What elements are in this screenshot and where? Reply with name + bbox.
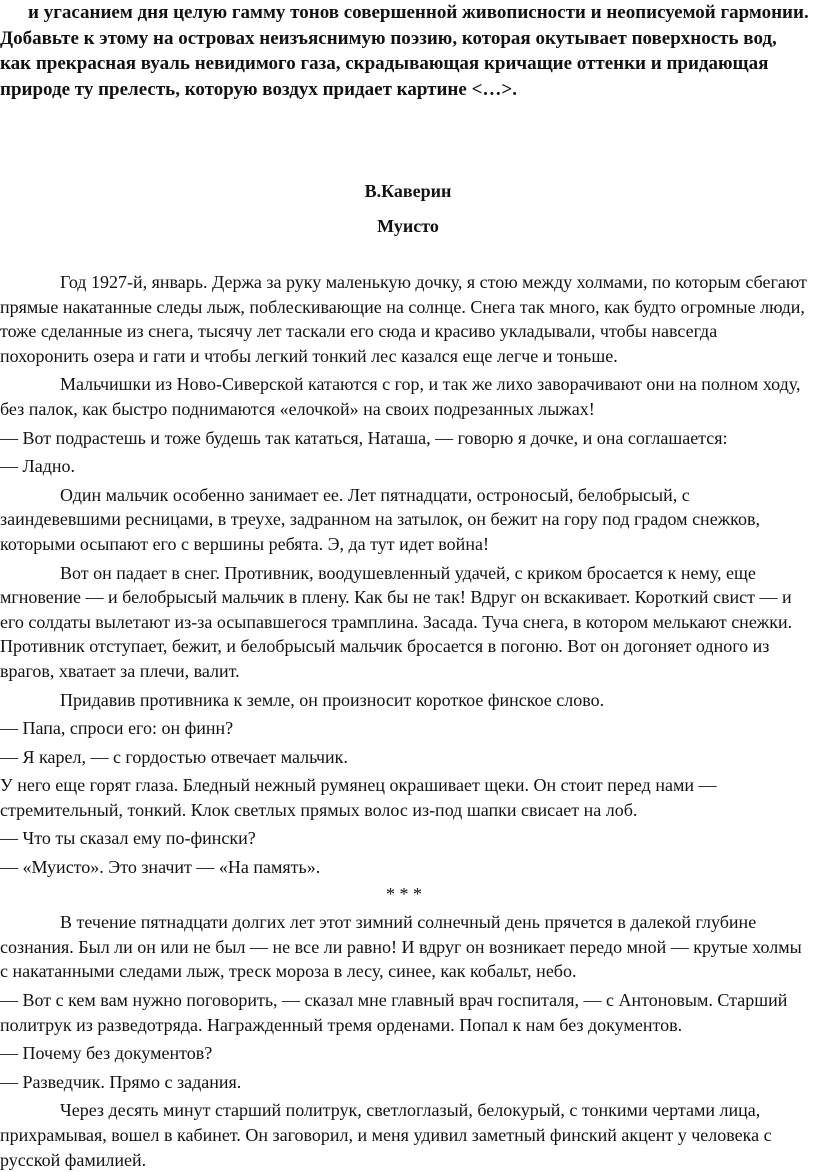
paragraph: Вот он падает в снег. Противник, воодушевленный удачей, с криком бросается к нему, еще мгновение — и белобрысый мальчик в плену. Как бы не так! Вдруг он вскакивает. Короткий свист — и его солдаты вылетают из-за осыпавшегося трамплина. Засада. Туча снега, в котором мелькают снежки. Противник отступает, бежит, и белобрысый мальчик бросается в погоню. Вот он догоняет одного из врагов, хватает за плечи, валит. <box>0 562 793 681</box>
paragraph: Придавив противника к земле, он произносит короткое финское слово. <box>60 689 605 710</box>
paragraph: Год 1927-й, январь. Держа за руку маленькую дочку, я стою между холмами, по которым сбегают прямые накатанные следы лыж, поблескивающие на солнце. Снега так много, как будто огромные люди, тоже сделанные из снега, тысячу лет таскали его сюда и красиво укладывали, чтобы навсегда похоронить озера и гати и чтобы легкий тонкий лес казался еще легче и тоньше. <box>0 272 807 366</box>
paragraph: Один мальчик особенно занимает ее. Лет пятнадцати, остроносый, белобрысый, с заиндевевшими ресницами, в треухе, задранном на затылок, он бежит на гору под градом снежков, которыми осыпают его с вершины ребята. Э, да тут идет война! <box>0 484 760 554</box>
intro-continuation: Добавьте к этому на островах неизъяснимую поэзию, которая окутывает поверхность вод, как прекрасная вуаль невидимого газа, скрадывающая кричащие оттенки и придающая природе ту прелесть, которую воздух придает картине <…>. <box>0 27 777 100</box>
story-text <box>0 270 810 1172</box>
dialogue-line: — Ладно. <box>0 456 75 477</box>
paragraph: В течение пятнадцати долгих лет этот зимний солнечный день прячется в далекой глубине сознания. Был ли он или не был — не все ли равно! И вдруг он возникает передо мной — крутые холмы с накатанными следами лыж, треск мороза в лесу, синее, как кобальт, небо. <box>0 912 802 982</box>
dialogue-line: — «Муисто». Это значит — «На память». <box>0 857 321 878</box>
intro-fragment <box>0 0 812 102</box>
paragraph: Через десять минут старший политрук, светлоглазый, белокурый, с тонкими чертами лица, прихрамывая, вошел в кабинет. Он заговорил, и меня удивил заметный финский акцент у человека с русской фамилией. <box>0 1100 772 1170</box>
paragraph: Мальчишки из Ново-Сиверской катаются с гор, и так же лихо заворачивают они на полном ходу, без палок, как быстро поднимаются «елочкой» на своих подрезанных лыжах! <box>0 374 801 419</box>
dialogue-line: — Разведчик. Прямо с задания. <box>0 1071 242 1092</box>
intro-first-line: и угасанием дня целую гамму тонов совершенной живописности и неописуемой гармонии. <box>28 2 809 23</box>
dialogue-line: — Вот с кем вам нужно поговорить, — сказал мне главный врач госпиталя, — с Антоновым. Старший политрук из разведотряда. Награжденный тремя орденами. Попал к нам без документов. <box>0 990 788 1035</box>
story-title: Муисто <box>377 216 439 236</box>
paragraph: У него еще горят глаза. Бледный нежный румянец окрашивает щеки. Он стоит перед нами — стремительный, тонкий. Клок светлых прямых волос из-под шапки свисает на лоб. <box>0 775 717 820</box>
dialogue-line: — Почему без документов? <box>0 1043 213 1064</box>
section-separator: * * * <box>386 883 422 904</box>
dialogue-line: — Папа, спроси его: он финн? <box>0 718 234 739</box>
dialogue-line: — Что ты сказал ему по-фински? <box>0 828 256 849</box>
dialogue-line: — Я карел, — с гордостью отвечает мальчик. <box>0 746 348 767</box>
author-name: В.Каверин <box>364 181 452 201</box>
dialogue-line: — Вот подрастешь и тоже будешь так кататься, Наташа, — говорю я дочке, и она соглашается: <box>0 427 728 448</box>
